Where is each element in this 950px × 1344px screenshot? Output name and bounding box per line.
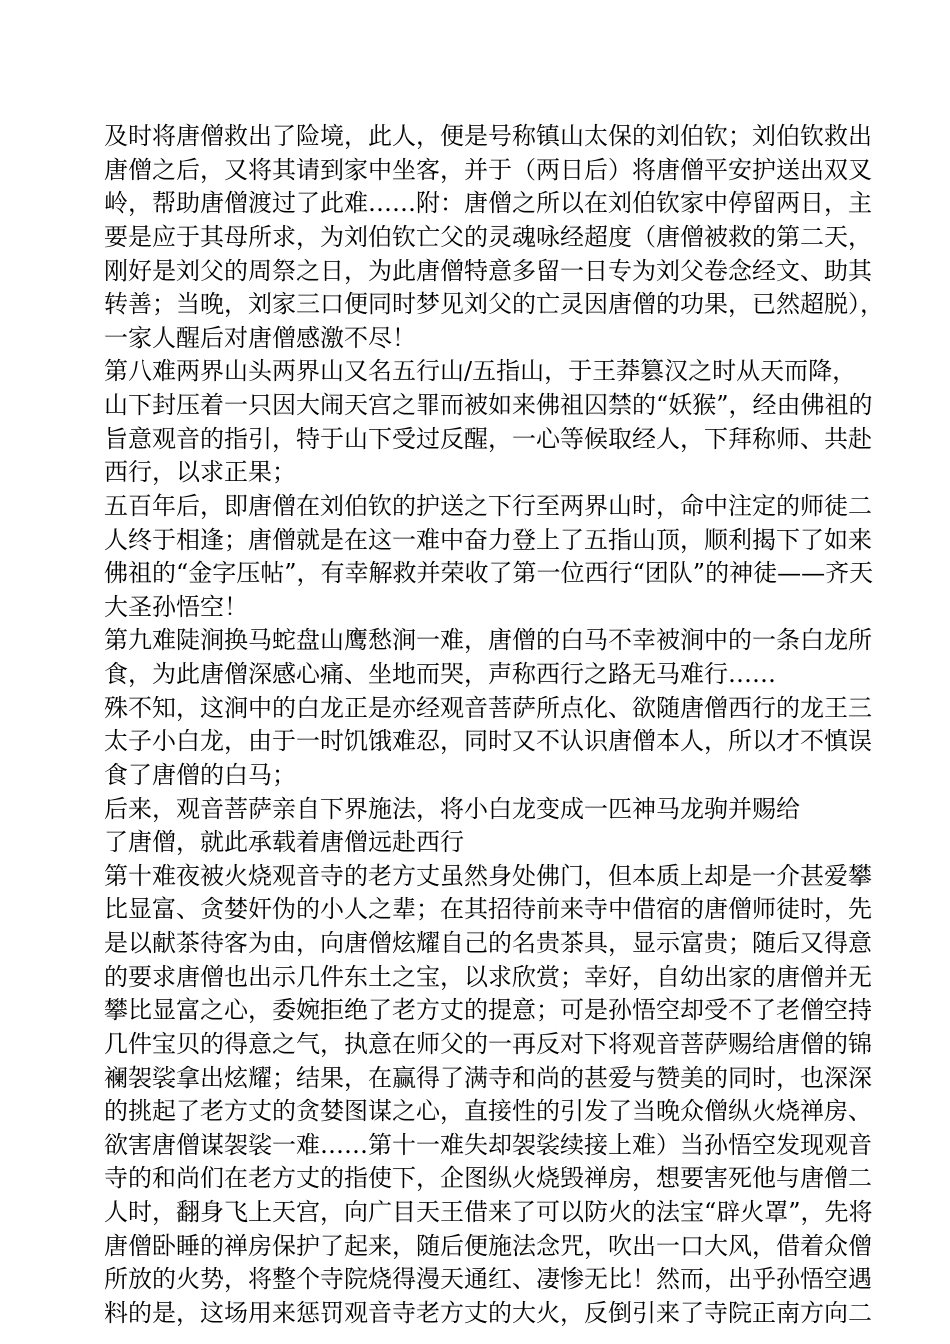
text-line: 要是应于其母所求，为刘伯钦亡父的灵魂咏经超度（唐僧被救的第二天， bbox=[104, 223, 872, 251]
text-line: 五百年后，即唐僧在刘伯钦的护送之下行至两界山时，命中注定的师徒二 bbox=[104, 492, 872, 520]
text-line: 一家人醒后对唐僧感激不尽！ bbox=[104, 324, 416, 352]
text-line: 第八难两界山头两界山又名五行山/五指山，于王莽篡汉之时从天而降， bbox=[104, 357, 857, 385]
text-line: 转善；当晚，刘家三口便同时梦见刘父的亡灵因唐僧的功果，已然超脱）， bbox=[104, 290, 884, 318]
text-line: 山下封压着一只因大闹天宫之罪而被如来佛祖囚禁的“妖猴”，经由佛祖的 bbox=[104, 391, 873, 419]
text-line: 人时，翻身飞上天宫，向广目天王借来了可以防火的法宝“辟火罩”，先将 bbox=[104, 1198, 873, 1226]
text-line: 及时将唐僧救出了险境，此人，便是号称镇山太保的刘伯钦；刘伯钦救出 bbox=[104, 122, 872, 150]
text-line: 太子小白龙，由于一时饥饿难忍，同时又不认识唐僧本人，所以才不慎误 bbox=[104, 727, 872, 755]
text-line: 人终于相逢；唐僧就是在这一难中奋力登上了五指山顶，顺利揭下了如来 bbox=[104, 526, 872, 554]
text-line: 所放的火势，将整个寺院烧得漫天通红、凄惨无比！然而，出乎孙悟空遇 bbox=[104, 1265, 872, 1293]
text-line: 唐僧之后，又将其请到家中坐客，并于（两日后）将唐僧平安护送出双叉 bbox=[104, 156, 872, 184]
text-line: 寺的和尚们在老方丈的指使下，企图纵火烧毁禅房，想要害死他与唐僧二 bbox=[104, 1164, 872, 1192]
text-line: 后来，观音菩萨亲自下界施法，将小白龙变成一匹神马龙驹并赐给 bbox=[104, 795, 800, 823]
text-line: 了唐僧，就此承载着唐僧远赴西行 bbox=[104, 828, 464, 856]
text-line: 比显富、贪婪奸伪的小人之辈；在其招待前来寺中借宿的唐僧师徒时，先 bbox=[104, 895, 872, 923]
text-line: 刚好是刘父的周祭之日，为此唐僧特意多留一日专为刘父卷念经文、助其 bbox=[104, 257, 872, 285]
text-line: 的挑起了老方丈的贪婪图谋之心，直接性的引发了当晚众僧纵火烧禅房、 bbox=[104, 1097, 872, 1125]
text-line: 佛祖的“金字压帖”，有幸解救并荣收了第一位西行“团队”的神徒——齐天 bbox=[104, 559, 874, 587]
text-line: 攀比显富之心，委婉拒绝了老方丈的提意；可是孙悟空却受不了老僧空持 bbox=[104, 996, 872, 1024]
text-line: 第九难陡涧换马蛇盘山鹰愁涧一难，唐僧的白马不幸被涧中的一条白龙所 bbox=[104, 626, 872, 654]
text-line: 食了唐僧的白马； bbox=[104, 761, 296, 789]
text-line: 西行，以求正果； bbox=[104, 458, 296, 486]
text-line: 食，为此唐僧深感心痛、坐地而哭，声称西行之路无马难行…… bbox=[104, 660, 776, 688]
text-line: 殊不知，这涧中的白龙正是亦经观音菩萨所点化、欲随唐僧西行的龙王三 bbox=[104, 694, 872, 722]
text-line: 襕袈裟拿出炫耀；结果，在赢得了满寺和尚的甚爱与赞美的同时，也深深 bbox=[104, 1064, 872, 1092]
text-line: 是以献茶待客为由，向唐僧炫耀自己的名贵茶具，显示富贵；随后又得意 bbox=[104, 929, 872, 957]
text-line: 旨意观音的指引，特于山下受过反醒，一心等候取经人，下拜称师、共赴 bbox=[104, 425, 872, 453]
text-line: 第十难夜被火烧观音寺的老方丈虽然身处佛门，但本质上却是一介甚爱攀 bbox=[104, 862, 872, 890]
text-line: 几件宝贝的得意之气，执意在师父的一再反对下将观音菩萨赐给唐僧的锦 bbox=[104, 1030, 872, 1058]
text-line: 唐僧卧睡的禅房保护了起来，随后便施法念咒，吹出一口大风，借着众僧 bbox=[104, 1232, 872, 1260]
text-line: 岭，帮助唐僧渡过了此难……附：唐僧之所以在刘伯钦家中停留两日，主 bbox=[104, 189, 872, 217]
text-line: 料的是，这场用来惩罚观音寺老方丈的大火，反倒引来了寺院正南方向二 bbox=[104, 1299, 872, 1327]
text-line: 的要求唐僧也出示几件东土之宝，以求欣赏；幸好，自幼出家的唐僧并无 bbox=[104, 963, 872, 991]
text-line: 大圣孙悟空！ bbox=[104, 593, 248, 621]
text-line: 欲害唐僧谋袈裟一难……第十一难失却袈裟续接上难）当孙悟空发现观音 bbox=[104, 1131, 872, 1159]
